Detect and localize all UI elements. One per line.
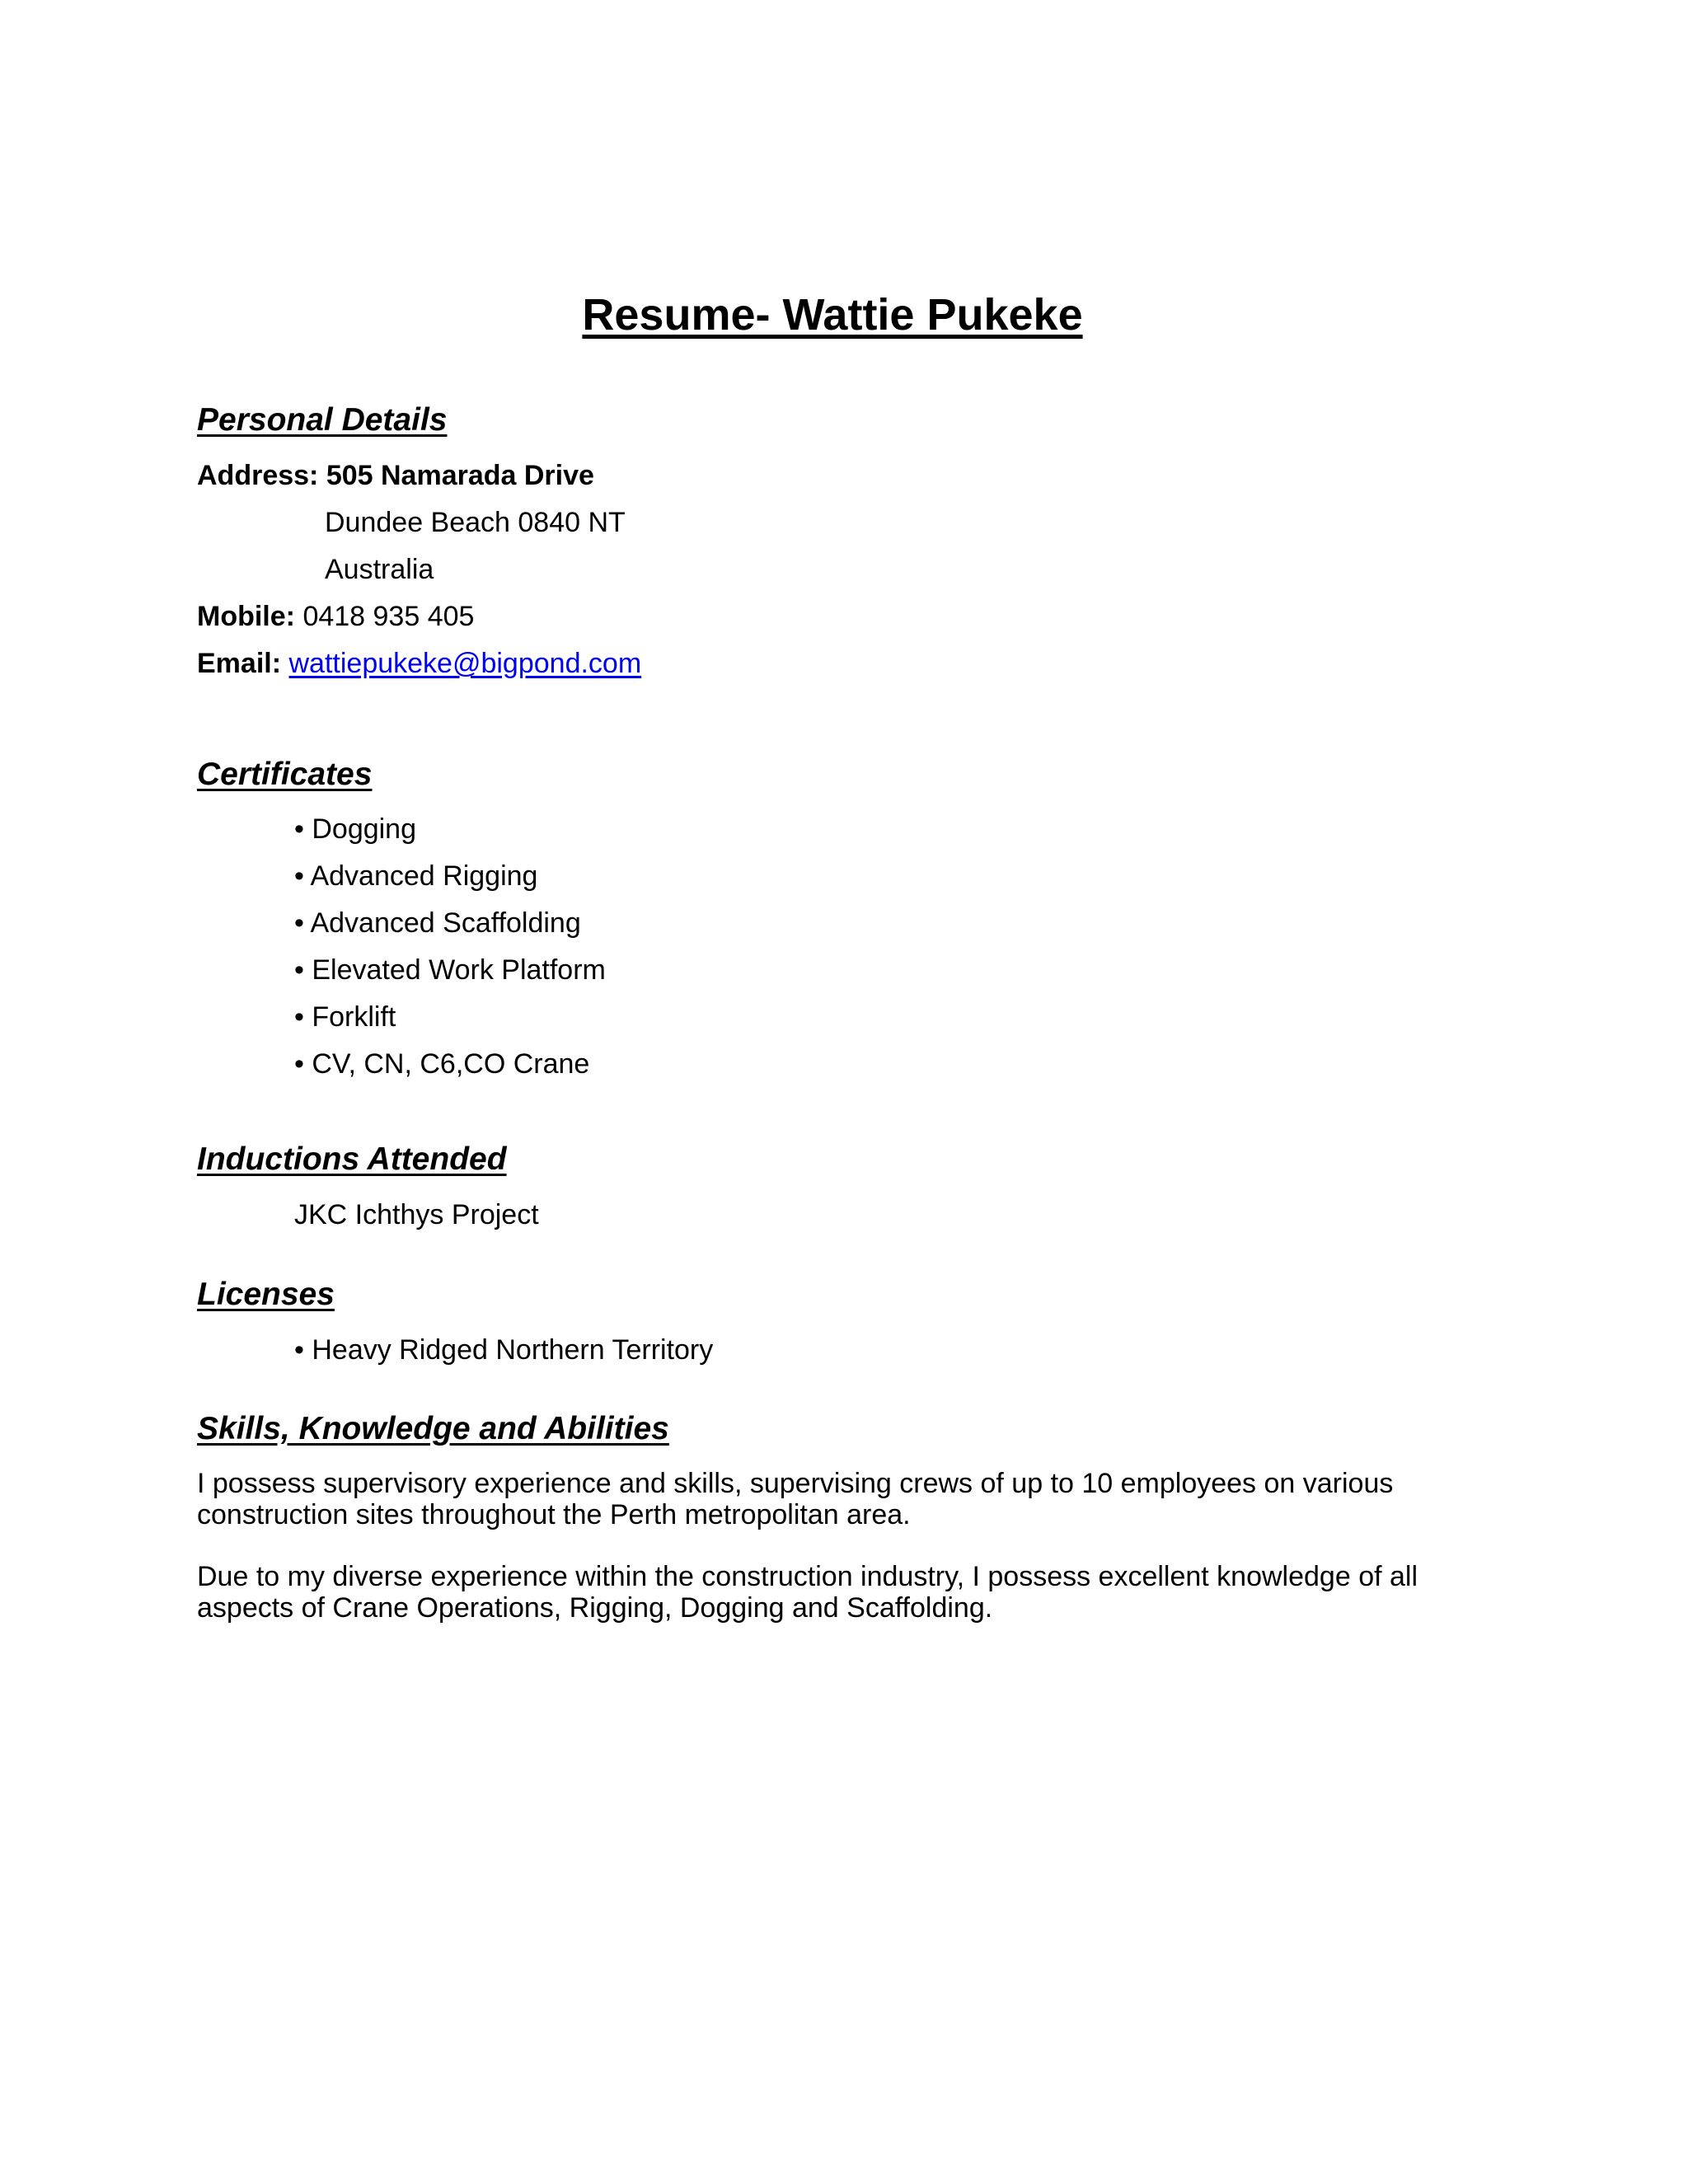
personal-details-heading: Personal Details (197, 402, 448, 438)
mobile-row (197, 599, 474, 634)
induction-item: JKC Ichthys Project (294, 1199, 539, 1230)
certificate-item: • Advanced Scaffolding (294, 907, 581, 939)
certificate-item: • Dogging (294, 813, 417, 845)
address-line-2: Dundee Beach 0840 NT (325, 507, 626, 538)
address-row (197, 458, 594, 493)
inductions-heading: Inductions Attended (197, 1141, 507, 1177)
licenses-heading: Licenses (197, 1277, 335, 1312)
skills-paragraph-2: Due to my diverse experience within the construction industry, I possess excellent knowledge of all aspects of Crane Operations, Rigging, Dogging and Scaffolding. (197, 1561, 1418, 1624)
email-link[interactable]: wattiepukeke@bigpond.com (288, 648, 642, 679)
license-item: • Heavy Ridged Northern Territory (294, 1334, 714, 1366)
email-label: Email: (197, 648, 282, 679)
certificates-heading: Certificates (197, 757, 373, 792)
certificate-item: • Forklift (294, 1001, 396, 1033)
skills-heading: Skills, Knowledge and Abilities (197, 1411, 669, 1446)
address-line-3: Australia (325, 554, 434, 585)
certificate-item: • Advanced Rigging (294, 860, 538, 892)
skills-paragraph-1: I possess supervisory experience and skills, supervising crews of up to 10 employees on various construction sites throughout the Perth metropolitan area. (197, 1468, 1394, 1530)
address-line-1: 505 Namarada Drive (326, 460, 594, 491)
email-row (197, 646, 641, 681)
address-label: Address: (197, 460, 319, 491)
mobile-value: 0418 935 405 (302, 601, 475, 632)
certificate-item: • Elevated Work Platform (294, 954, 606, 986)
page-title: Resume- Wattie Pukeke (582, 290, 1083, 340)
mobile-label: Mobile: (197, 601, 295, 632)
certificate-item: • CV, CN, C6,CO Crane (294, 1048, 590, 1080)
